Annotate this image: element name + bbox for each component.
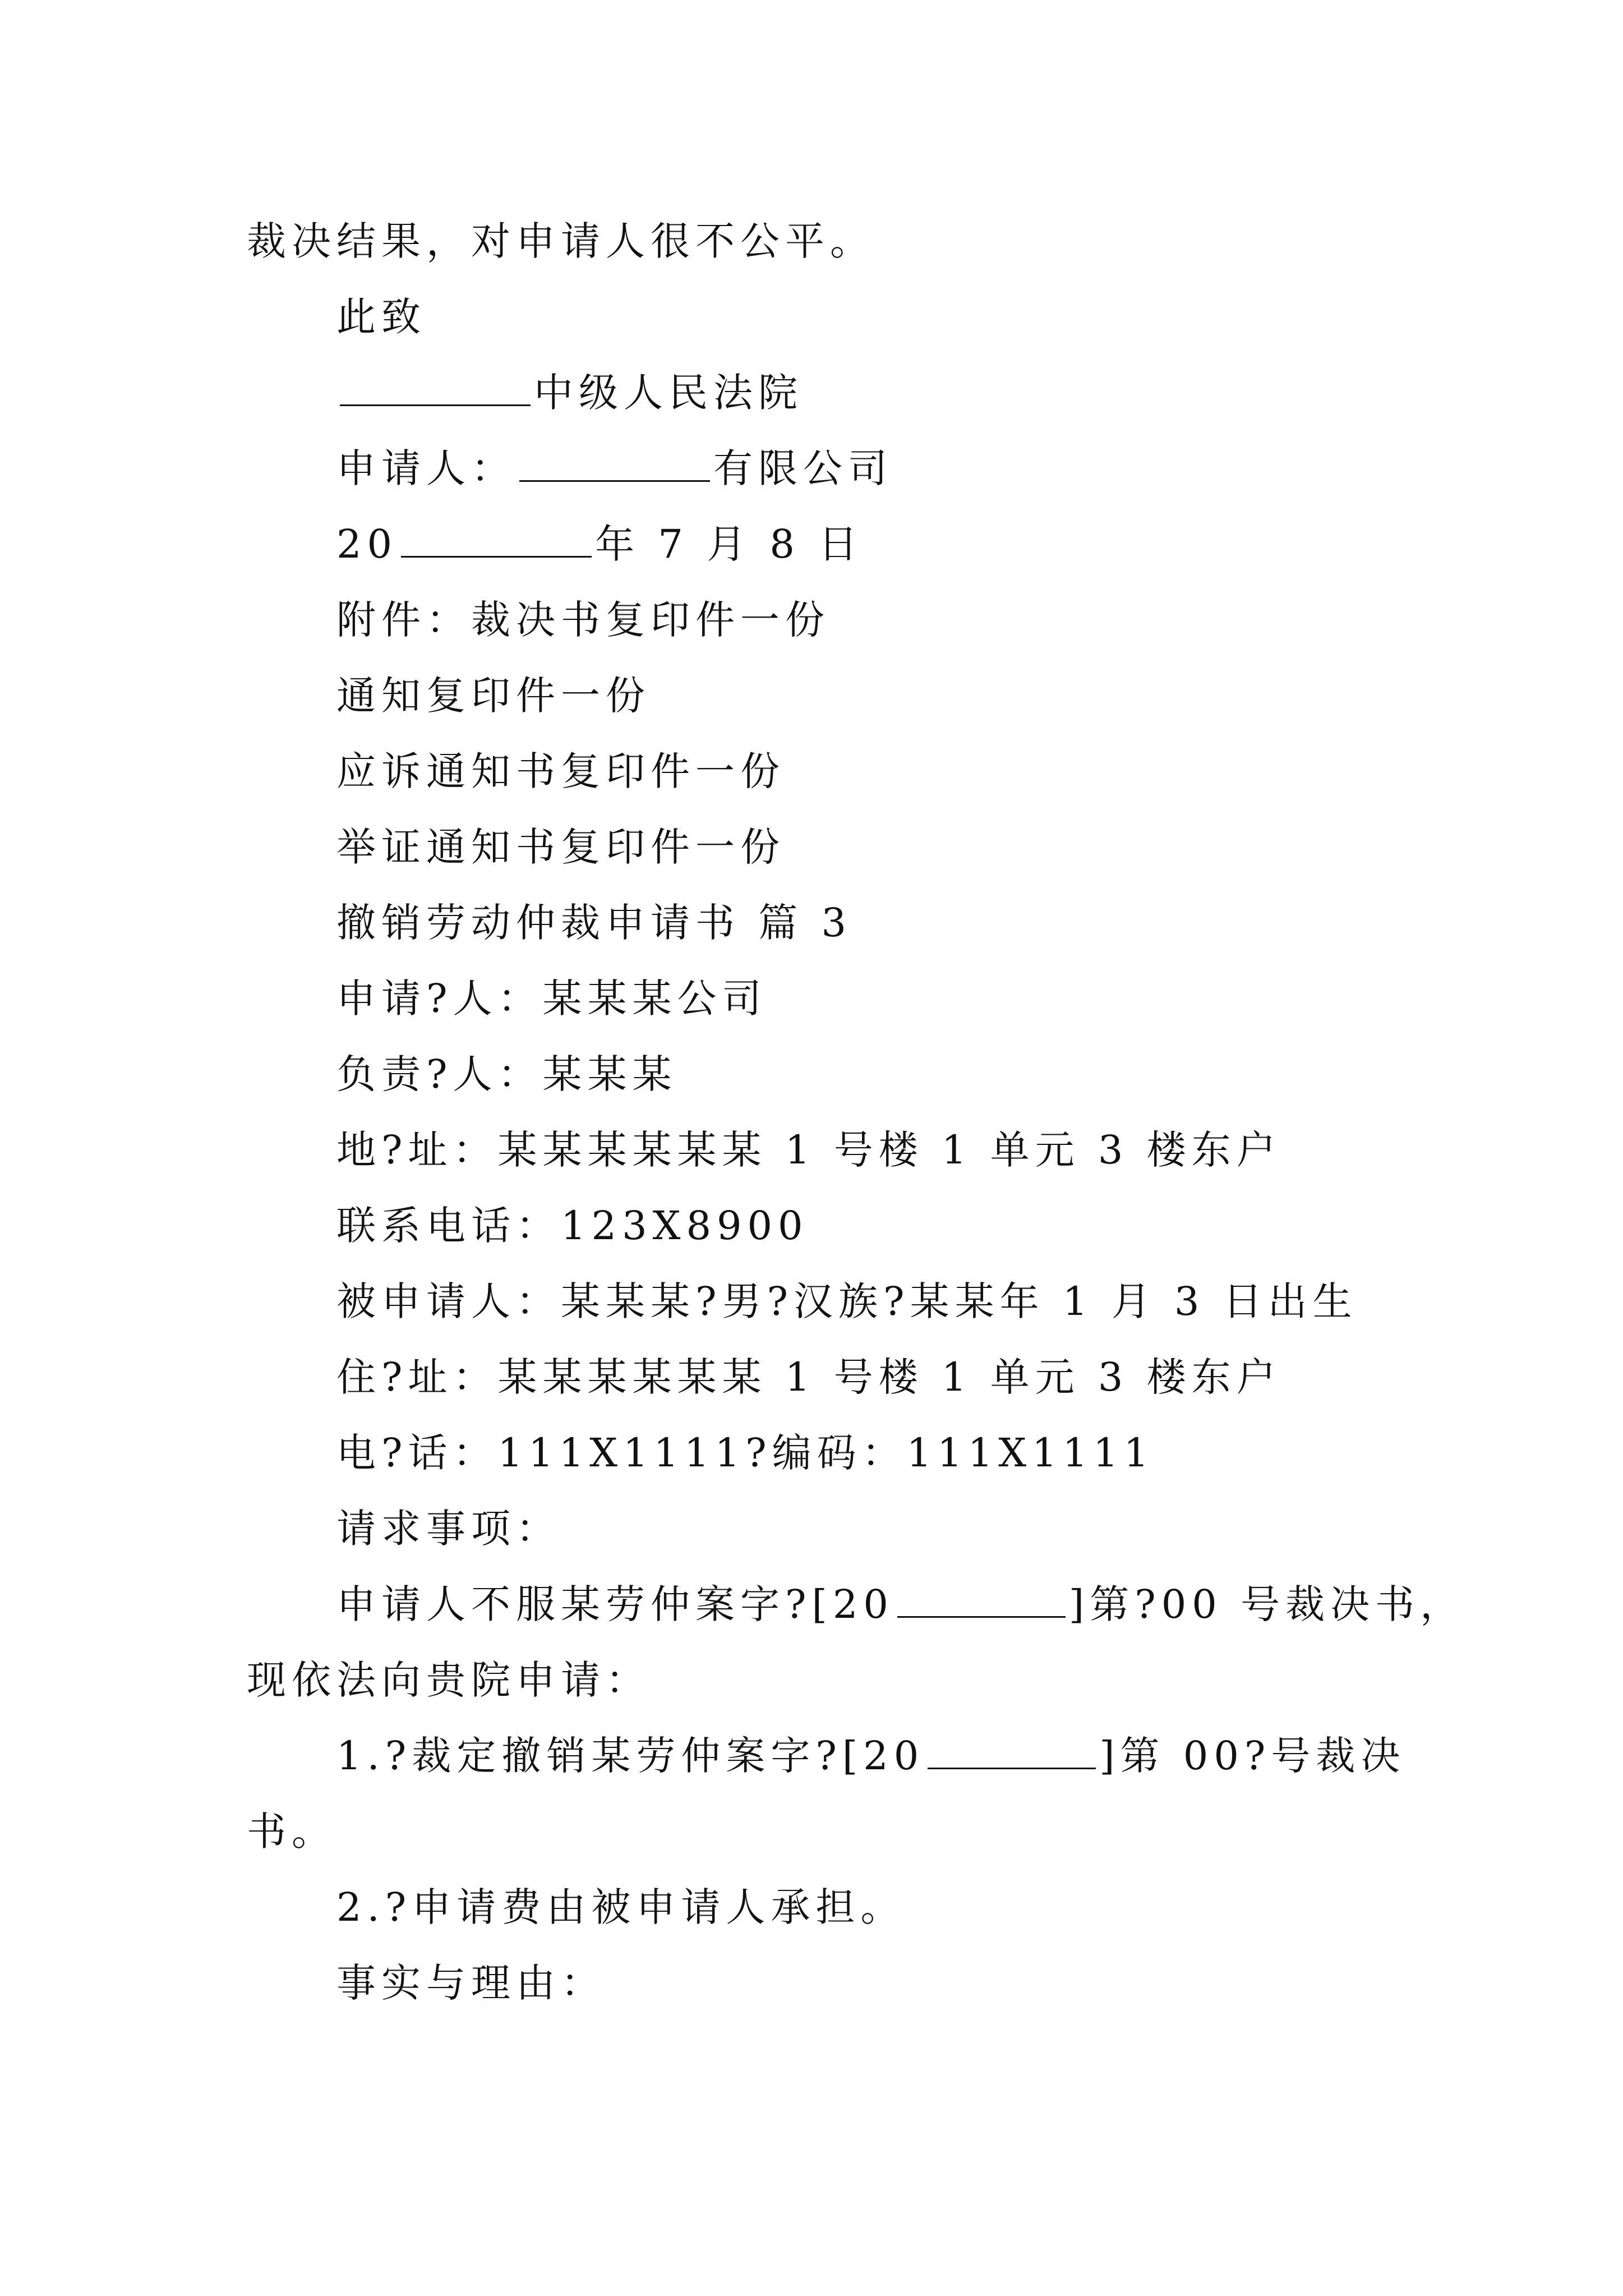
requests-heading: 请求事项：	[336, 1506, 561, 1552]
request-paragraph	[336, 1579, 1465, 1630]
blank-line	[897, 1582, 1066, 1618]
salutation: 此致	[336, 294, 426, 340]
residence-line: 住?址：某某某某某某 1 号楼 1 单元 3 楼东户	[336, 1354, 1281, 1400]
item-1-prefix: 1.?裁定撤销某劳仲案字?[20	[336, 1733, 925, 1779]
applicant-line: 申请?人：某某某公司	[336, 976, 767, 1022]
respondent-line: 被申请人：某某某?男?汉族?某某年 1 月 3 日出生	[336, 1278, 1358, 1324]
address-line: 地?址：某某某某某某 1 号楼 1 单元 3 楼东户	[336, 1127, 1281, 1173]
applicant-label: 申请人：	[336, 445, 516, 491]
attachment-line: 应诉通知书复印件一份	[336, 748, 785, 794]
responsible-person-line: 负责?人：某某某	[336, 1051, 677, 1097]
date-line	[336, 519, 863, 569]
blank-line	[401, 522, 592, 558]
date-suffix: 年 7 月 8 日	[595, 521, 864, 567]
blank-line	[340, 371, 531, 406]
company-suffix: 有限公司	[713, 445, 893, 491]
attachment-line: 通知复印件一份	[336, 673, 651, 719]
applicant-signature	[336, 443, 893, 494]
request-item-1	[336, 1731, 1405, 1781]
blank-line	[519, 447, 710, 482]
attachment-line: 附件：裁决书复印件一份	[336, 597, 830, 643]
request-continuation: 现依法向贵院申请：	[247, 1657, 651, 1703]
request-item-2: 2.?申请费由被申请人承担。	[336, 1884, 906, 1930]
text-line: 裁决结果，对申请人很不公平。	[247, 218, 875, 264]
facts-heading: 事实与理由：	[336, 1960, 606, 2006]
request-suffix: ]第?00 号裁决书，	[1068, 1581, 1465, 1627]
court-name: 中级人民法院	[534, 370, 803, 416]
request-item-1-continuation: 书。	[247, 1809, 336, 1855]
section-heading: 撤销劳动仲裁申请书 篇 3	[336, 900, 852, 946]
item-1-suffix: ]第 00?号裁决	[1099, 1733, 1406, 1779]
phone-line: 联系电话：123X8900	[336, 1203, 809, 1249]
request-prefix: 申请人不服某劳仲案字?[20	[336, 1581, 894, 1627]
court-line	[336, 367, 803, 418]
attachment-line: 举证通知书复印件一份	[336, 824, 785, 870]
contact-line: 电?话：111X1111?编码：111X1111	[336, 1430, 1155, 1476]
year-prefix: 20	[336, 521, 398, 567]
blank-line	[928, 1734, 1096, 1769]
